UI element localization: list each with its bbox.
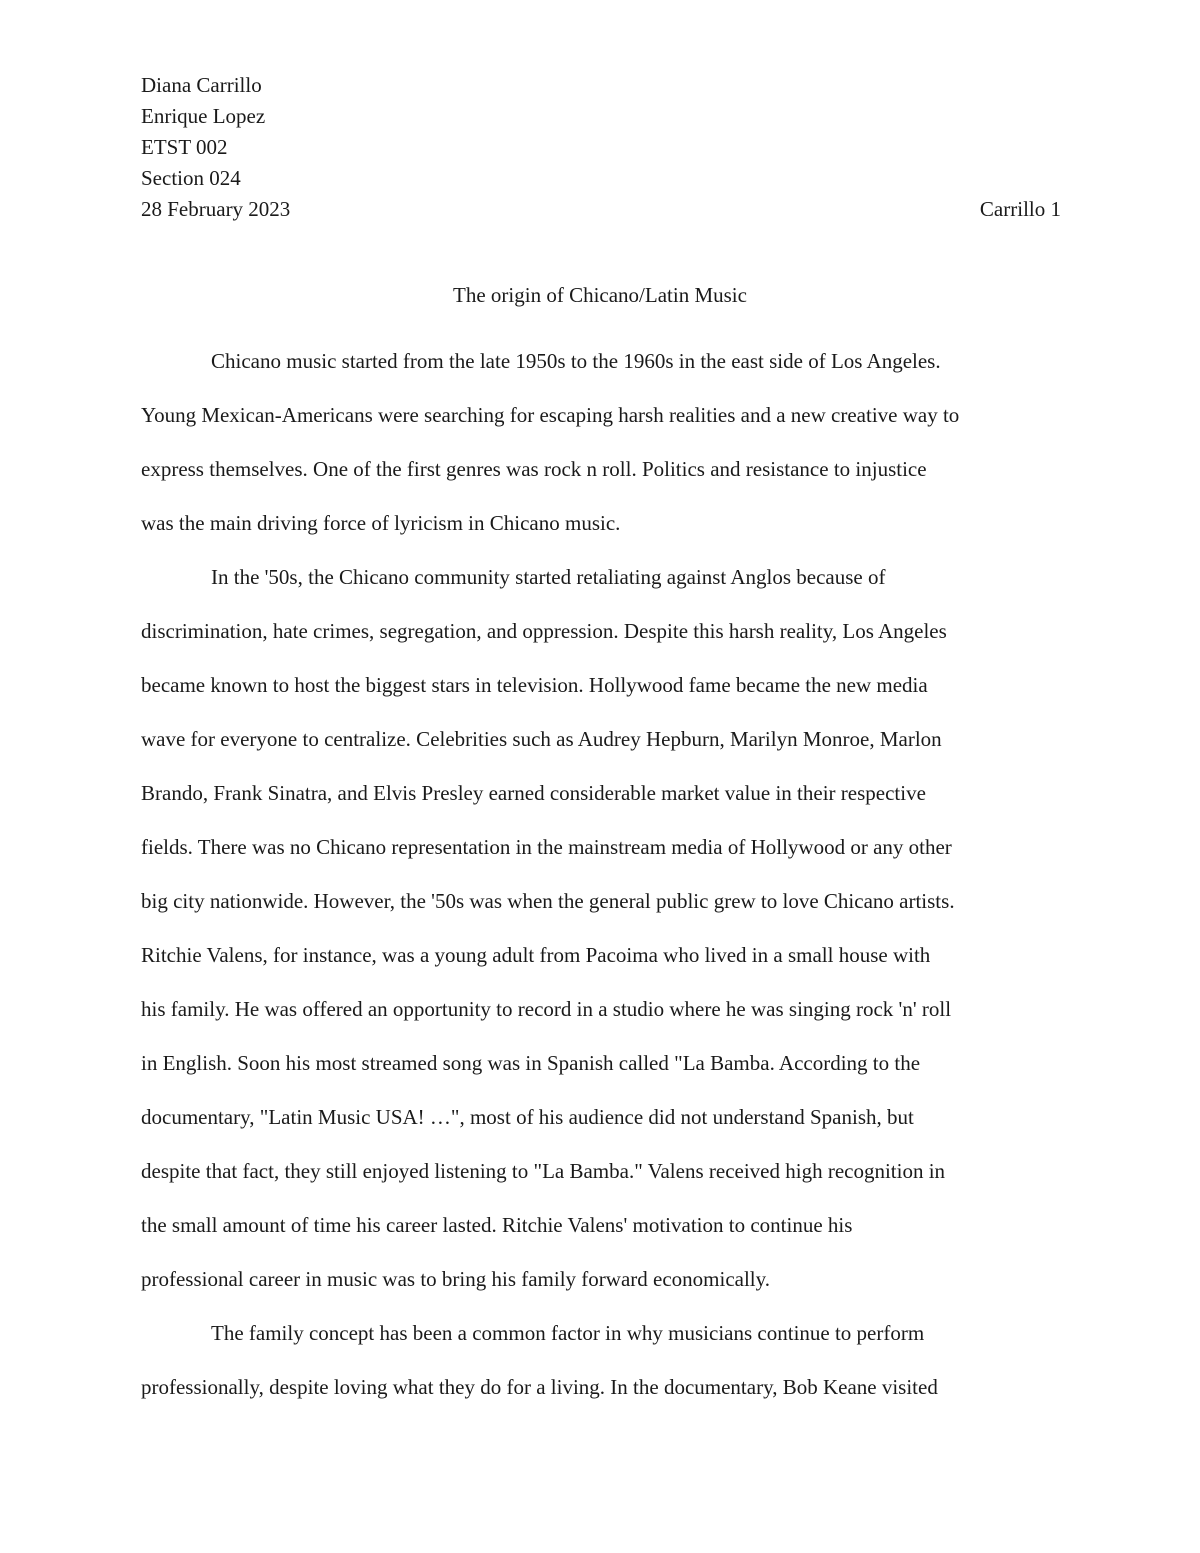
paragraph-line: the small amount of time his career lasted. Ritchie Valens' motivation to continue his [141,1213,853,1237]
date: 28 February 2023 [141,197,291,221]
paragraph-line: his family. He was offered an opportunity to record in a studio where he was singing rock 'n' roll [141,997,952,1021]
paragraph-line: professionally, despite loving what they do for a living. In the documentary, Bob Keane visited [141,1375,938,1399]
paragraph-line: Ritchie Valens, for instance, was a young adult from Pacoima who lived in a small house with [141,943,931,967]
section-number: Section 024 [141,166,241,190]
course-name: ETST 002 [141,135,228,159]
paragraph-line: big city nationwide. However, the '50s was when the general public grew to love Chicano artists. [141,889,955,913]
paragraph-line: The family concept has been a common factor in why musicians continue to perform [211,1321,925,1345]
instructor-name: Enrique Lopez [141,104,266,128]
mla-header [141,70,1061,225]
paragraph-line: Chicano music started from the late 1950s to the 1960s in the east side of Los Angeles. [211,349,941,373]
paragraph-line: became known to host the biggest stars in television. Hollywood fame became the new media [141,673,928,697]
paragraph-line: In the '50s, the Chicano community started retaliating against Anglos because of [211,565,886,589]
paragraph-line: fields. There was no Chicano representation in the mainstream media of Hollywood or any other [141,835,952,859]
paragraph-line: was the main driving force of lyricism in Chicano music. [141,511,621,535]
essay-title: The origin of Chicano/Latin Music [453,283,747,307]
paragraph-line: Brando, Frank Sinatra, and Elvis Presley earned considerable market value in their respective [141,781,926,805]
student-name: Diana Carrillo [141,73,262,97]
paragraph-line: express themselves. One of the first genres was rock n roll. Politics and resistance to injustice [141,457,927,481]
date-row [141,194,1061,225]
paragraph-line: Young Mexican-Americans were searching for escaping harsh realities and a new creative way to [141,403,960,427]
paragraph-line: in English. Soon his most streamed song was in Spanish called "La Bamba. According to the [141,1051,921,1075]
paragraph-line: wave for everyone to centralize. Celebrities such as Audrey Hepburn, Marilyn Monroe, Marlon [141,727,942,751]
paragraph-line: professional career in music was to bring his family forward economically. [141,1267,771,1291]
paragraph-line: documentary, "Latin Music USA! …", most of his audience did not understand Spanish, but [141,1105,914,1129]
paragraph-line: discrimination, hate crimes, segregation, and oppression. Despite this harsh reality, Los Angeles [141,619,947,643]
paragraph-line: despite that fact, they still enjoyed listening to "La Bamba." Valens received high recognition in [141,1159,946,1183]
essay-body [141,334,1059,1414]
page-number-label: Carrillo 1 [979,197,1061,221]
